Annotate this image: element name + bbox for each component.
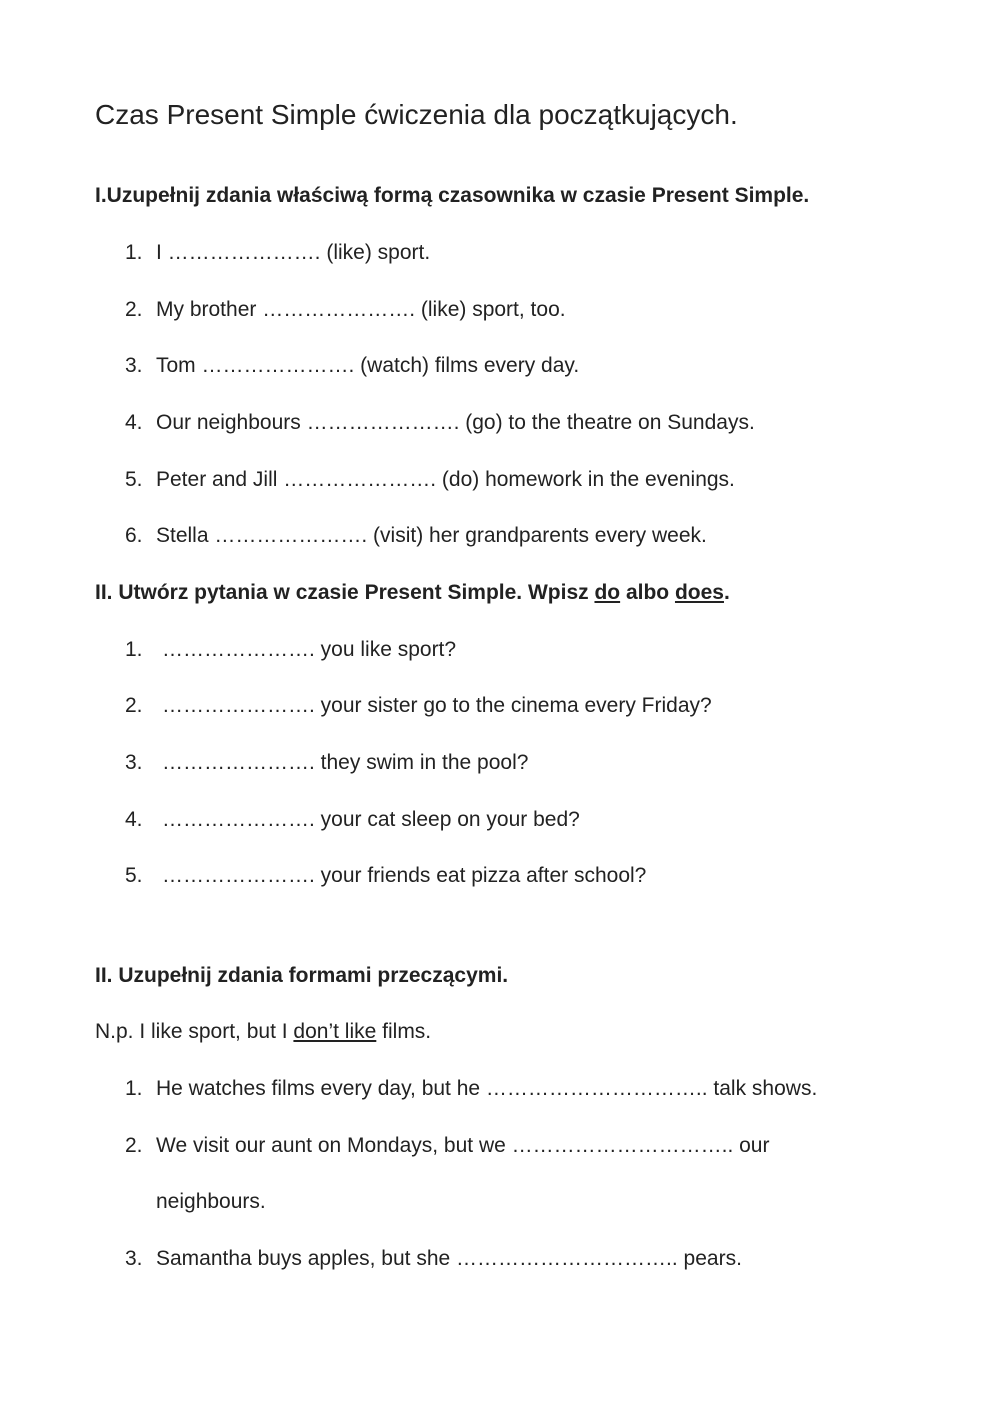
- question-sentence: …………………. you like sport?: [162, 638, 457, 661]
- negative-sentence-continuation: neighbours.: [156, 1190, 266, 1213]
- question-sentence: …………………. they swim in the pool?: [162, 751, 529, 774]
- question-sentence: …………………. your sister go to the cinema every Friday?: [162, 694, 712, 717]
- question-number: 3.: [125, 751, 143, 774]
- section-3-heading: II. Uzupełnij zdania formami przeczącymi.: [95, 964, 509, 987]
- exercise-sentence: Peter and Jill …………………. (do) homework in the evenings.: [156, 468, 735, 491]
- negative-sentence: We visit our aunt on Mondays, but we ………………………….. our: [156, 1134, 770, 1157]
- section-1-heading: I.Uzupełnij zdania właściwą formą czasownika w czasie Present Simple.: [95, 184, 810, 207]
- exercise-number: 3.: [125, 354, 143, 377]
- exercise-number: 2.: [125, 298, 143, 321]
- section-2-heading: [95, 582, 730, 603]
- exercise-number: 5.: [125, 468, 143, 491]
- question-number: 4.: [125, 808, 143, 831]
- example-text-end: films.: [376, 1020, 432, 1043]
- exercise-sentence: Stella …………………. (visit) her grandparents every week.: [156, 524, 707, 547]
- underlined-do: do: [594, 581, 621, 604]
- negative-number: 1.: [125, 1077, 143, 1100]
- exercise-number: 6.: [125, 524, 143, 547]
- section-2-heading-text: II. Utwórz pytania w czasie Present Simple. Wpisz: [95, 581, 595, 604]
- exercise-sentence: Tom …………………. (watch) films every day.: [156, 354, 580, 377]
- exercise-sentence: I …………………. (like) sport.: [156, 241, 431, 264]
- section-2-heading-end: .: [723, 581, 730, 604]
- exercise-number: 1.: [125, 241, 143, 264]
- example-underlined: don’t like: [293, 1020, 377, 1043]
- negative-number: 3.: [125, 1247, 143, 1270]
- question-number: 5.: [125, 864, 143, 887]
- exercise-number: 4.: [125, 411, 143, 434]
- negative-sentence: He watches films every day, but he ………………………….. talk shows.: [156, 1077, 818, 1100]
- page-title: Czas Present Simple ćwiczenia dla początkujących.: [95, 99, 738, 130]
- underlined-does: does: [674, 581, 724, 604]
- example-text: N.p. I like sport, but I: [95, 1020, 294, 1043]
- exercise-sentence: My brother …………………. (like) sport, too.: [156, 298, 566, 321]
- negative-number: 2.: [125, 1134, 143, 1157]
- question-sentence: …………………. your friends eat pizza after school?: [162, 864, 647, 887]
- example-sentence: [95, 1021, 431, 1042]
- question-number: 2.: [125, 694, 143, 717]
- negative-sentence: Samantha buys apples, but she ………………………….. pears.: [156, 1247, 742, 1270]
- question-sentence: …………………. your cat sleep on your bed?: [162, 808, 580, 831]
- question-number: 1.: [125, 638, 143, 661]
- exercise-sentence: Our neighbours …………………. (go) to the theatre on Sundays.: [156, 411, 755, 434]
- section-2-heading-mid: albo: [620, 581, 675, 604]
